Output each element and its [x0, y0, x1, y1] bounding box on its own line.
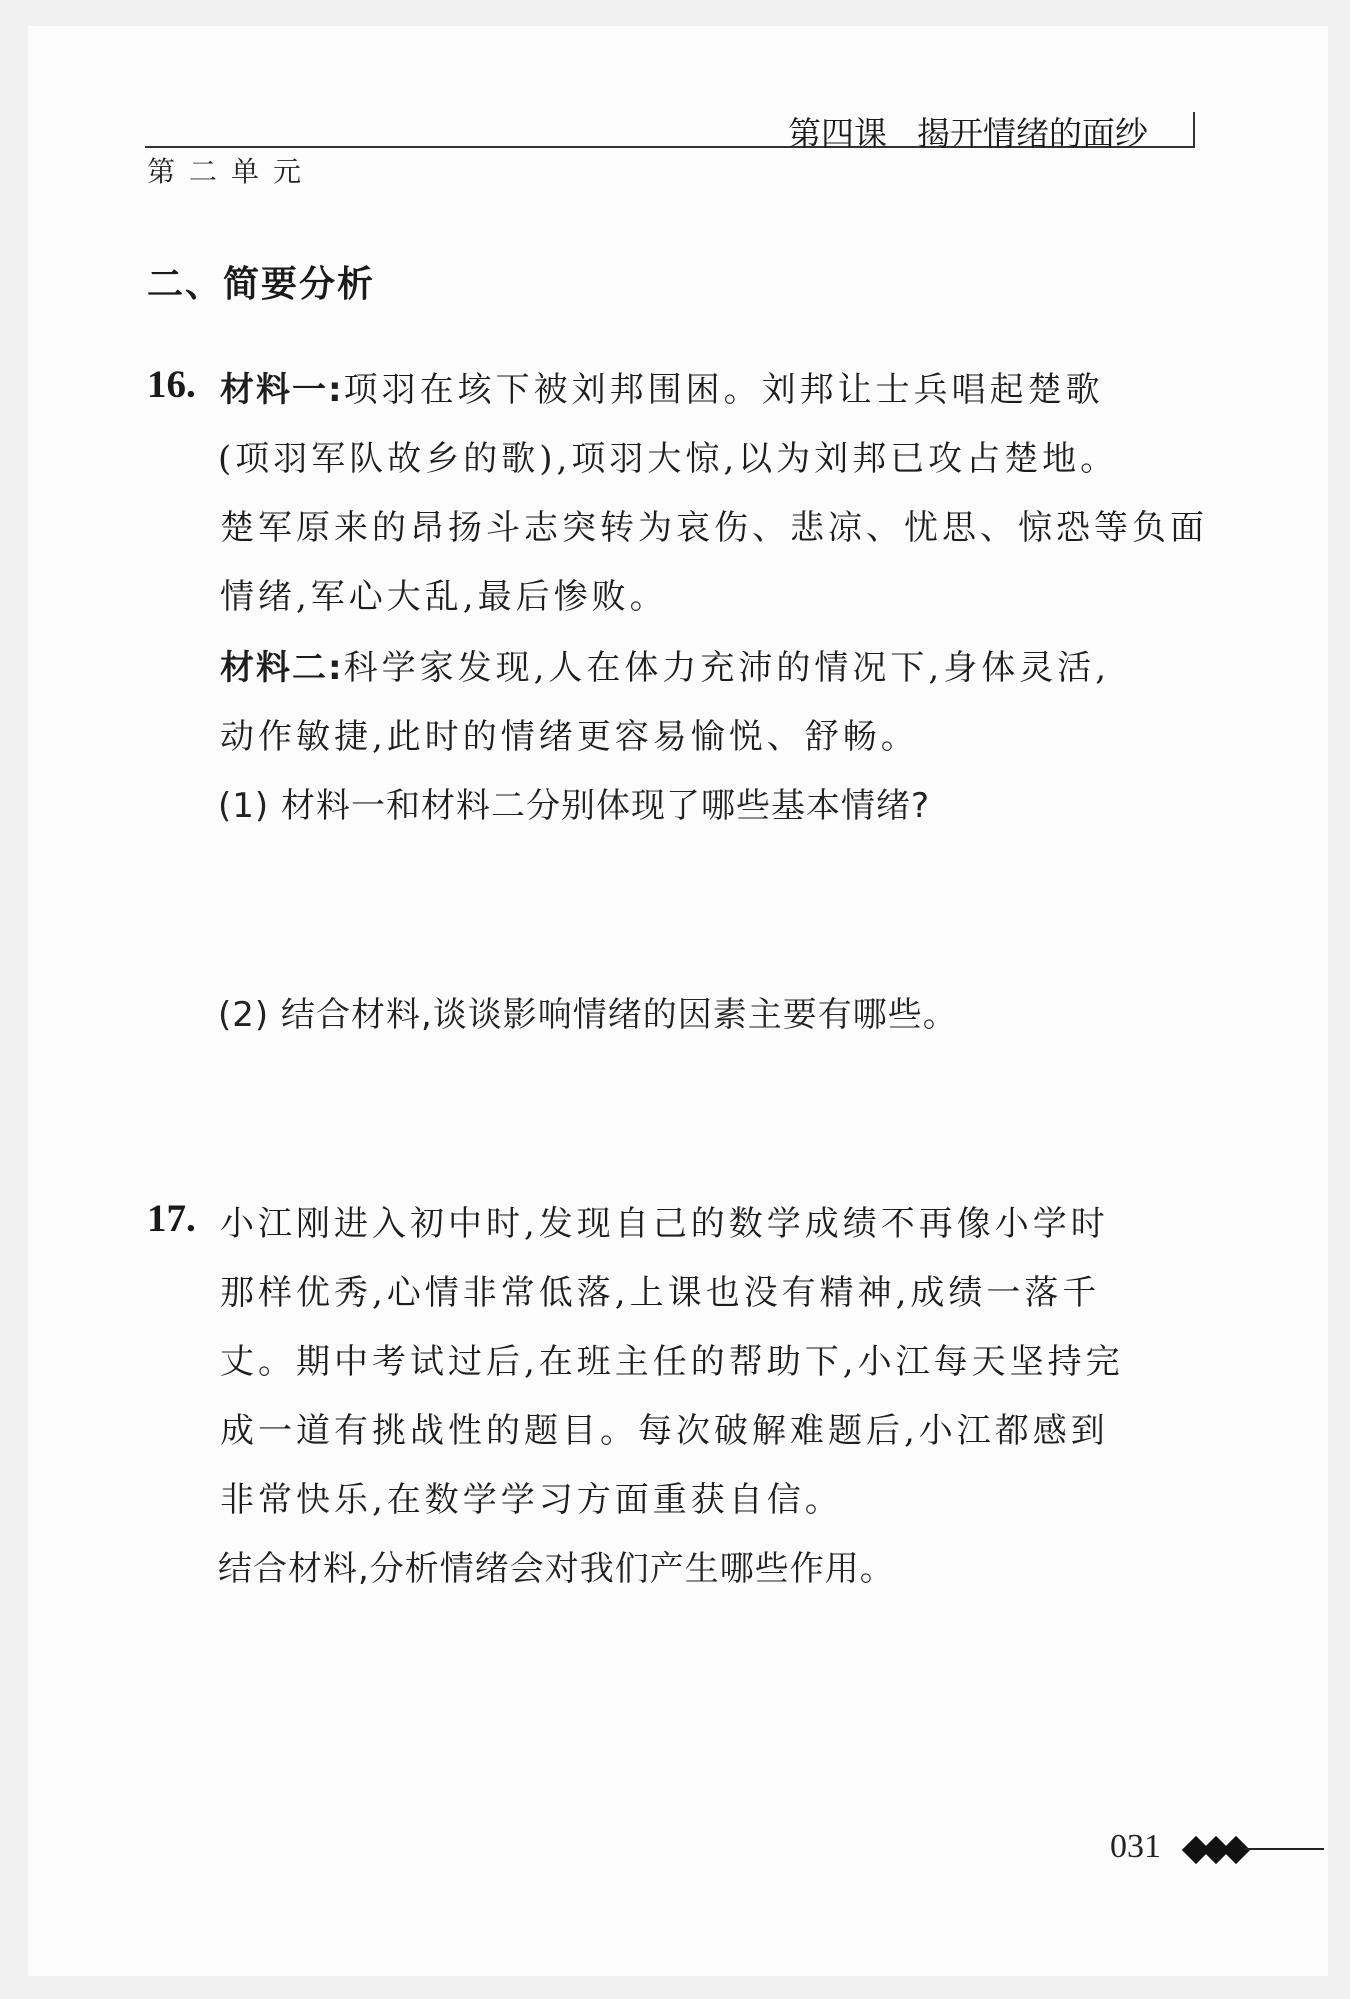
material1-label: 材料一: [220, 370, 344, 410]
q16-material1-line-2: (项羽军队故乡的歌),项羽大惊,以为刘邦已攻占楚地。 [218, 439, 1119, 479]
q16-material2-line-1: 材料二:科学家发现,人在体力充沛的情况下,身体灵活, [220, 648, 1111, 688]
q16-subquestion-2: (2) 结合材料,谈谈影响情绪的因素主要有哪些。 [218, 995, 958, 1035]
q17-line-1: 小江刚进入初中时,发现自己的数学成绩不再像小学时 [220, 1204, 1109, 1244]
question-16-number: 16. [147, 363, 196, 406]
q17-line-5: 非常快乐,在数学学习方面重获自信。 [220, 1480, 843, 1520]
question-17-number: 17. [147, 1197, 196, 1240]
q16-subquestion-1: (1) 材料一和材料二分别体现了哪些基本情绪? [218, 786, 931, 826]
running-head [788, 108, 1148, 155]
section-title: 二、简要分析 [147, 264, 376, 305]
q17-line-2: 那样优秀,心情非常低落,上课也没有精神,成绩一落千 [220, 1273, 1101, 1313]
lesson-number: 第四课 [788, 114, 887, 153]
material2-label: 材料二: [220, 648, 344, 688]
q16-material1-line-1: 材料一:项羽在垓下被刘邦围困。刘邦让士兵唱起楚歌 [220, 370, 1104, 410]
q16-material2-line-2: 动作敏捷,此时的情绪更容易愉悦、舒畅。 [220, 717, 919, 757]
footer-rule [1244, 1848, 1324, 1850]
q16-material1-line-3: 楚军原来的昂扬斗志突转为哀伤、悲凉、忧思、惊恐等负面 [220, 508, 1208, 548]
page-number: 031 [1110, 1828, 1161, 1865]
q17-question: 结合材料,分析情绪会对我们产生哪些作用。 [218, 1549, 895, 1589]
q17-line-4: 成一道有挑战性的题目。每次破解难题后,小江都感到 [220, 1411, 1109, 1451]
lesson-title: 揭开情绪的面纱 [917, 114, 1148, 153]
header-tick [1193, 112, 1195, 148]
q17-line-3: 丈。期中考试过后,在班主任的帮助下,小江每天坚持完 [220, 1342, 1124, 1382]
unit-label: 第二单元 [147, 155, 316, 188]
q16-material1-line-4: 情绪,军心大乱,最后惨败。 [220, 577, 668, 617]
